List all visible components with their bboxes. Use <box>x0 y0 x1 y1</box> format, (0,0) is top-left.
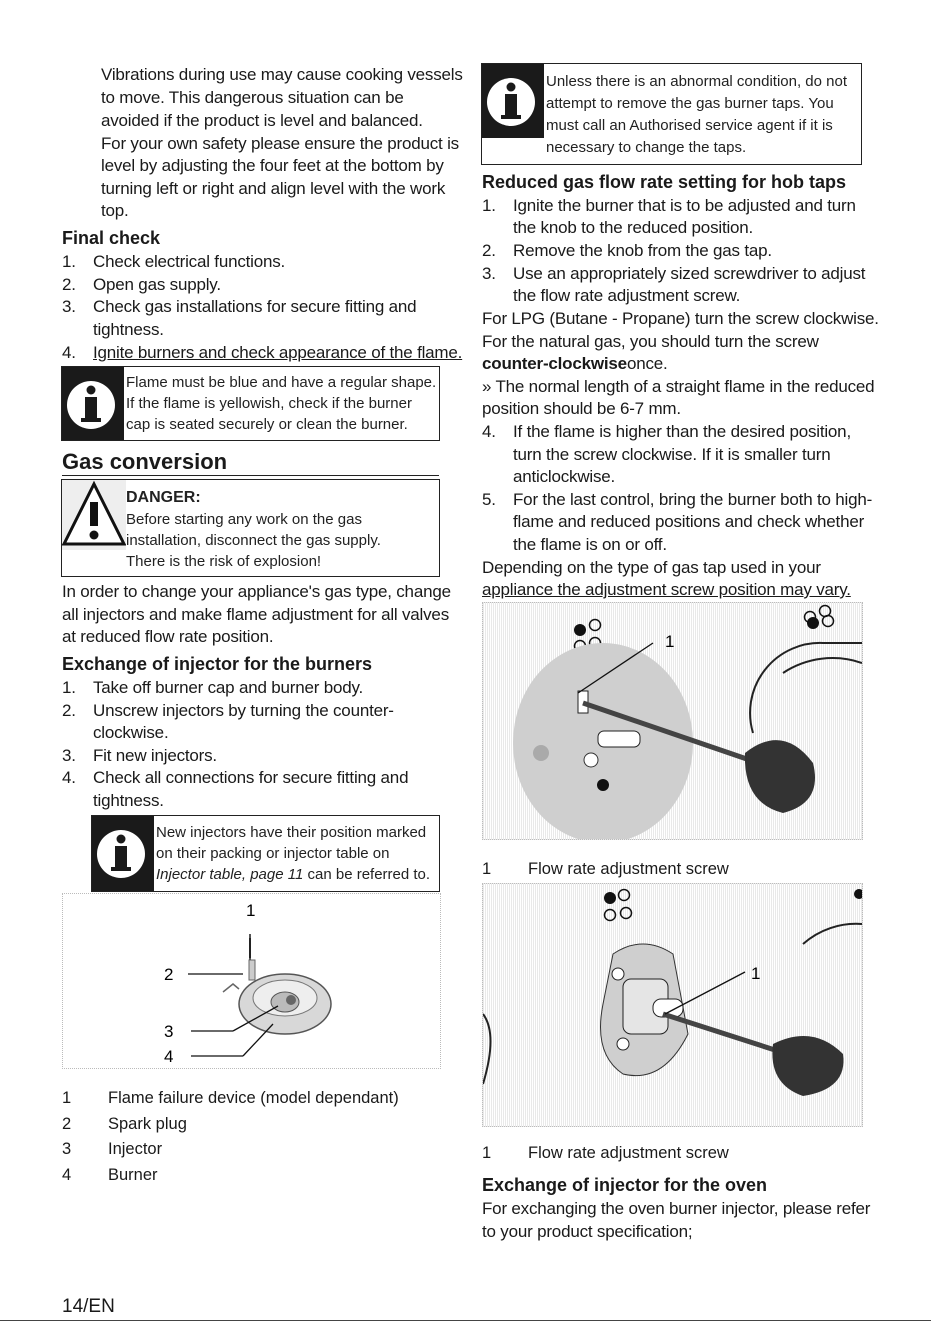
danger-title: DANGER: <box>126 489 201 506</box>
text-line: For your own safety please ensure the product is <box>101 134 459 153</box>
legend-item: 2 Spark plug <box>62 1115 187 1133</box>
warning-icon <box>62 480 126 550</box>
gas-tap-diagram-1 <box>482 602 863 840</box>
figure-label-1: 1 <box>246 901 256 920</box>
legend-item: 3 Injector <box>62 1140 163 1158</box>
list-item-continuation: tightness. <box>93 791 164 810</box>
note-line: Flame must be blue and have a regular shape. <box>126 374 437 391</box>
final-check-heading: Final check <box>62 228 161 248</box>
text-line: turning left or right and align level with the work <box>101 179 446 198</box>
list-item: 3. Fit new injectors. <box>62 746 217 765</box>
gas-conversion-heading: Gas conversion <box>62 449 439 476</box>
list-item-continuation: the flame is on or off. <box>513 535 667 554</box>
exchange-oven-heading: Exchange of injector for the oven <box>482 1175 768 1195</box>
list-item: 2. Open gas supply. <box>62 275 221 294</box>
figure-label-3: 3 <box>164 1022 174 1041</box>
gas-tap-illustration <box>483 603 862 839</box>
list-item-continuation: anticlockwise. <box>513 467 616 486</box>
text-line: appliance the adjustment screw position may vary. <box>482 580 851 599</box>
list-item-continuation: turn the screw clockwise. If it is smaller turn <box>513 445 831 464</box>
text-line: counter-clockwiseonce. <box>482 354 668 373</box>
list-item-continuation: the flow rate adjustment screw. <box>513 286 741 305</box>
text-line: avoided if the product is level and balanced. <box>101 111 423 130</box>
figure-label-2: 2 <box>164 965 174 984</box>
page-number: 14/EN <box>62 1296 115 1317</box>
list-item: 4. Ignite burners and check appearance of the flame. <box>62 343 463 362</box>
list-item: 1. Check electrical functions. <box>62 252 286 271</box>
figure-1-caption: 1 Flow rate adjustment screw <box>482 860 729 878</box>
list-item: 3. Check gas installations for secure fitting and <box>62 297 417 316</box>
info-icon <box>62 367 124 440</box>
list-item: 5. For the last control, bring the burner both to high- <box>482 490 873 509</box>
legend-item: 1 Flame failure device (model dependant) <box>62 1089 399 1107</box>
list-item: 2. Remove the knob from the gas tap. <box>482 241 772 260</box>
text-line: For exchanging the oven burner injector, please refer <box>482 1199 871 1218</box>
note-line: cap is seated securely or clean the burner. <box>126 416 408 433</box>
danger-line: There is the risk of explosion! <box>126 553 322 570</box>
note-line: If the flame is yellowish, check if the burner <box>126 395 412 412</box>
text-line: at reduced flow rate position. <box>62 627 274 646</box>
text-line: all injectors and make flame adjustment for all valves <box>62 605 449 624</box>
gas-tap-illustration <box>483 884 862 1126</box>
list-item-continuation: flame and reduced positions and check whether <box>513 512 865 531</box>
text-line: For the natural gas, you should turn the screw <box>482 332 819 351</box>
list-item: 3. Use an appropriately sized screwdriver to adjust <box>482 264 866 283</box>
legend-item: 4 Burner <box>62 1166 158 1184</box>
danger-warning-box <box>61 479 440 577</box>
flame-info-note <box>61 366 440 441</box>
list-item: 1. Take off burner cap and burner body. <box>62 678 364 697</box>
list-item-continuation: tightness. <box>93 320 164 339</box>
text-line: position should be 6-7 mm. <box>482 399 681 418</box>
note-line: New injectors have their position marked <box>156 824 427 841</box>
text-line: » The normal length of a straight flame in the reduced <box>482 377 875 396</box>
taps-info-note <box>481 63 862 165</box>
burner-diagram <box>62 893 441 1069</box>
list-item-continuation: clockwise. <box>93 723 169 742</box>
counter-clockwise-emphasis: counter-clockwise <box>482 354 627 373</box>
text-line: In order to change your appliance's gas type, change <box>62 582 451 601</box>
figure-2-caption: 1 Flow rate adjustment screw <box>482 1144 729 1162</box>
injector-info-note <box>91 815 440 892</box>
note-line: necessary to change the taps. <box>546 139 747 156</box>
injector-table-reference: Injector table, page 11 <box>156 866 304 883</box>
text-line: to move. This dangerous situation can be <box>101 88 404 107</box>
text-line: to your product specification; <box>482 1222 693 1241</box>
list-item: 1. Ignite the burner that is to be adjusted and turn <box>482 196 856 215</box>
note-line: Unless there is an abnormal condition, do not <box>546 73 848 90</box>
figure-label-1: 1 <box>751 964 761 983</box>
note-line: Injector table, page 11 can be referred to. <box>156 866 431 883</box>
list-item-continuation: the knob to the reduced position. <box>513 218 754 237</box>
text-line: Vibrations during use may cause cooking vessels <box>101 65 463 84</box>
text-line: top. <box>101 201 129 220</box>
figure-label-4: 4 <box>164 1047 174 1066</box>
info-icon <box>92 816 154 891</box>
danger-line: installation, disconnect the gas supply. <box>126 532 381 549</box>
gas-tap-diagram-2 <box>482 883 863 1127</box>
burner-illustration <box>63 894 440 1068</box>
list-item: 4. If the flame is higher than the desired position, <box>482 422 851 441</box>
text-line: Depending on the type of gas tap used in your <box>482 558 821 577</box>
exchange-burners-heading: Exchange of injector for the burners <box>62 654 373 674</box>
list-item: 2. Unscrew injectors by turning the counter- <box>62 701 394 720</box>
info-icon <box>482 64 544 138</box>
text-line: level by adjusting the four feet at the bottom by <box>101 156 444 175</box>
page-bottom-rule <box>0 1320 931 1321</box>
note-line: on their packing or injector table on <box>156 845 390 862</box>
danger-line: Before starting any work on the gas <box>126 511 362 528</box>
figure-label-1: 1 <box>665 632 675 651</box>
note-line: attempt to remove the gas burner taps. You <box>546 95 834 112</box>
list-item: 4. Check all connections for secure fitting and <box>62 768 409 787</box>
note-line: must call an Authorised service agent if it is <box>546 117 833 134</box>
reduced-flow-heading: Reduced gas flow rate setting for hob taps <box>482 172 847 192</box>
text-line: For LPG (Butane - Propane) turn the screw clockwise. <box>482 309 879 328</box>
